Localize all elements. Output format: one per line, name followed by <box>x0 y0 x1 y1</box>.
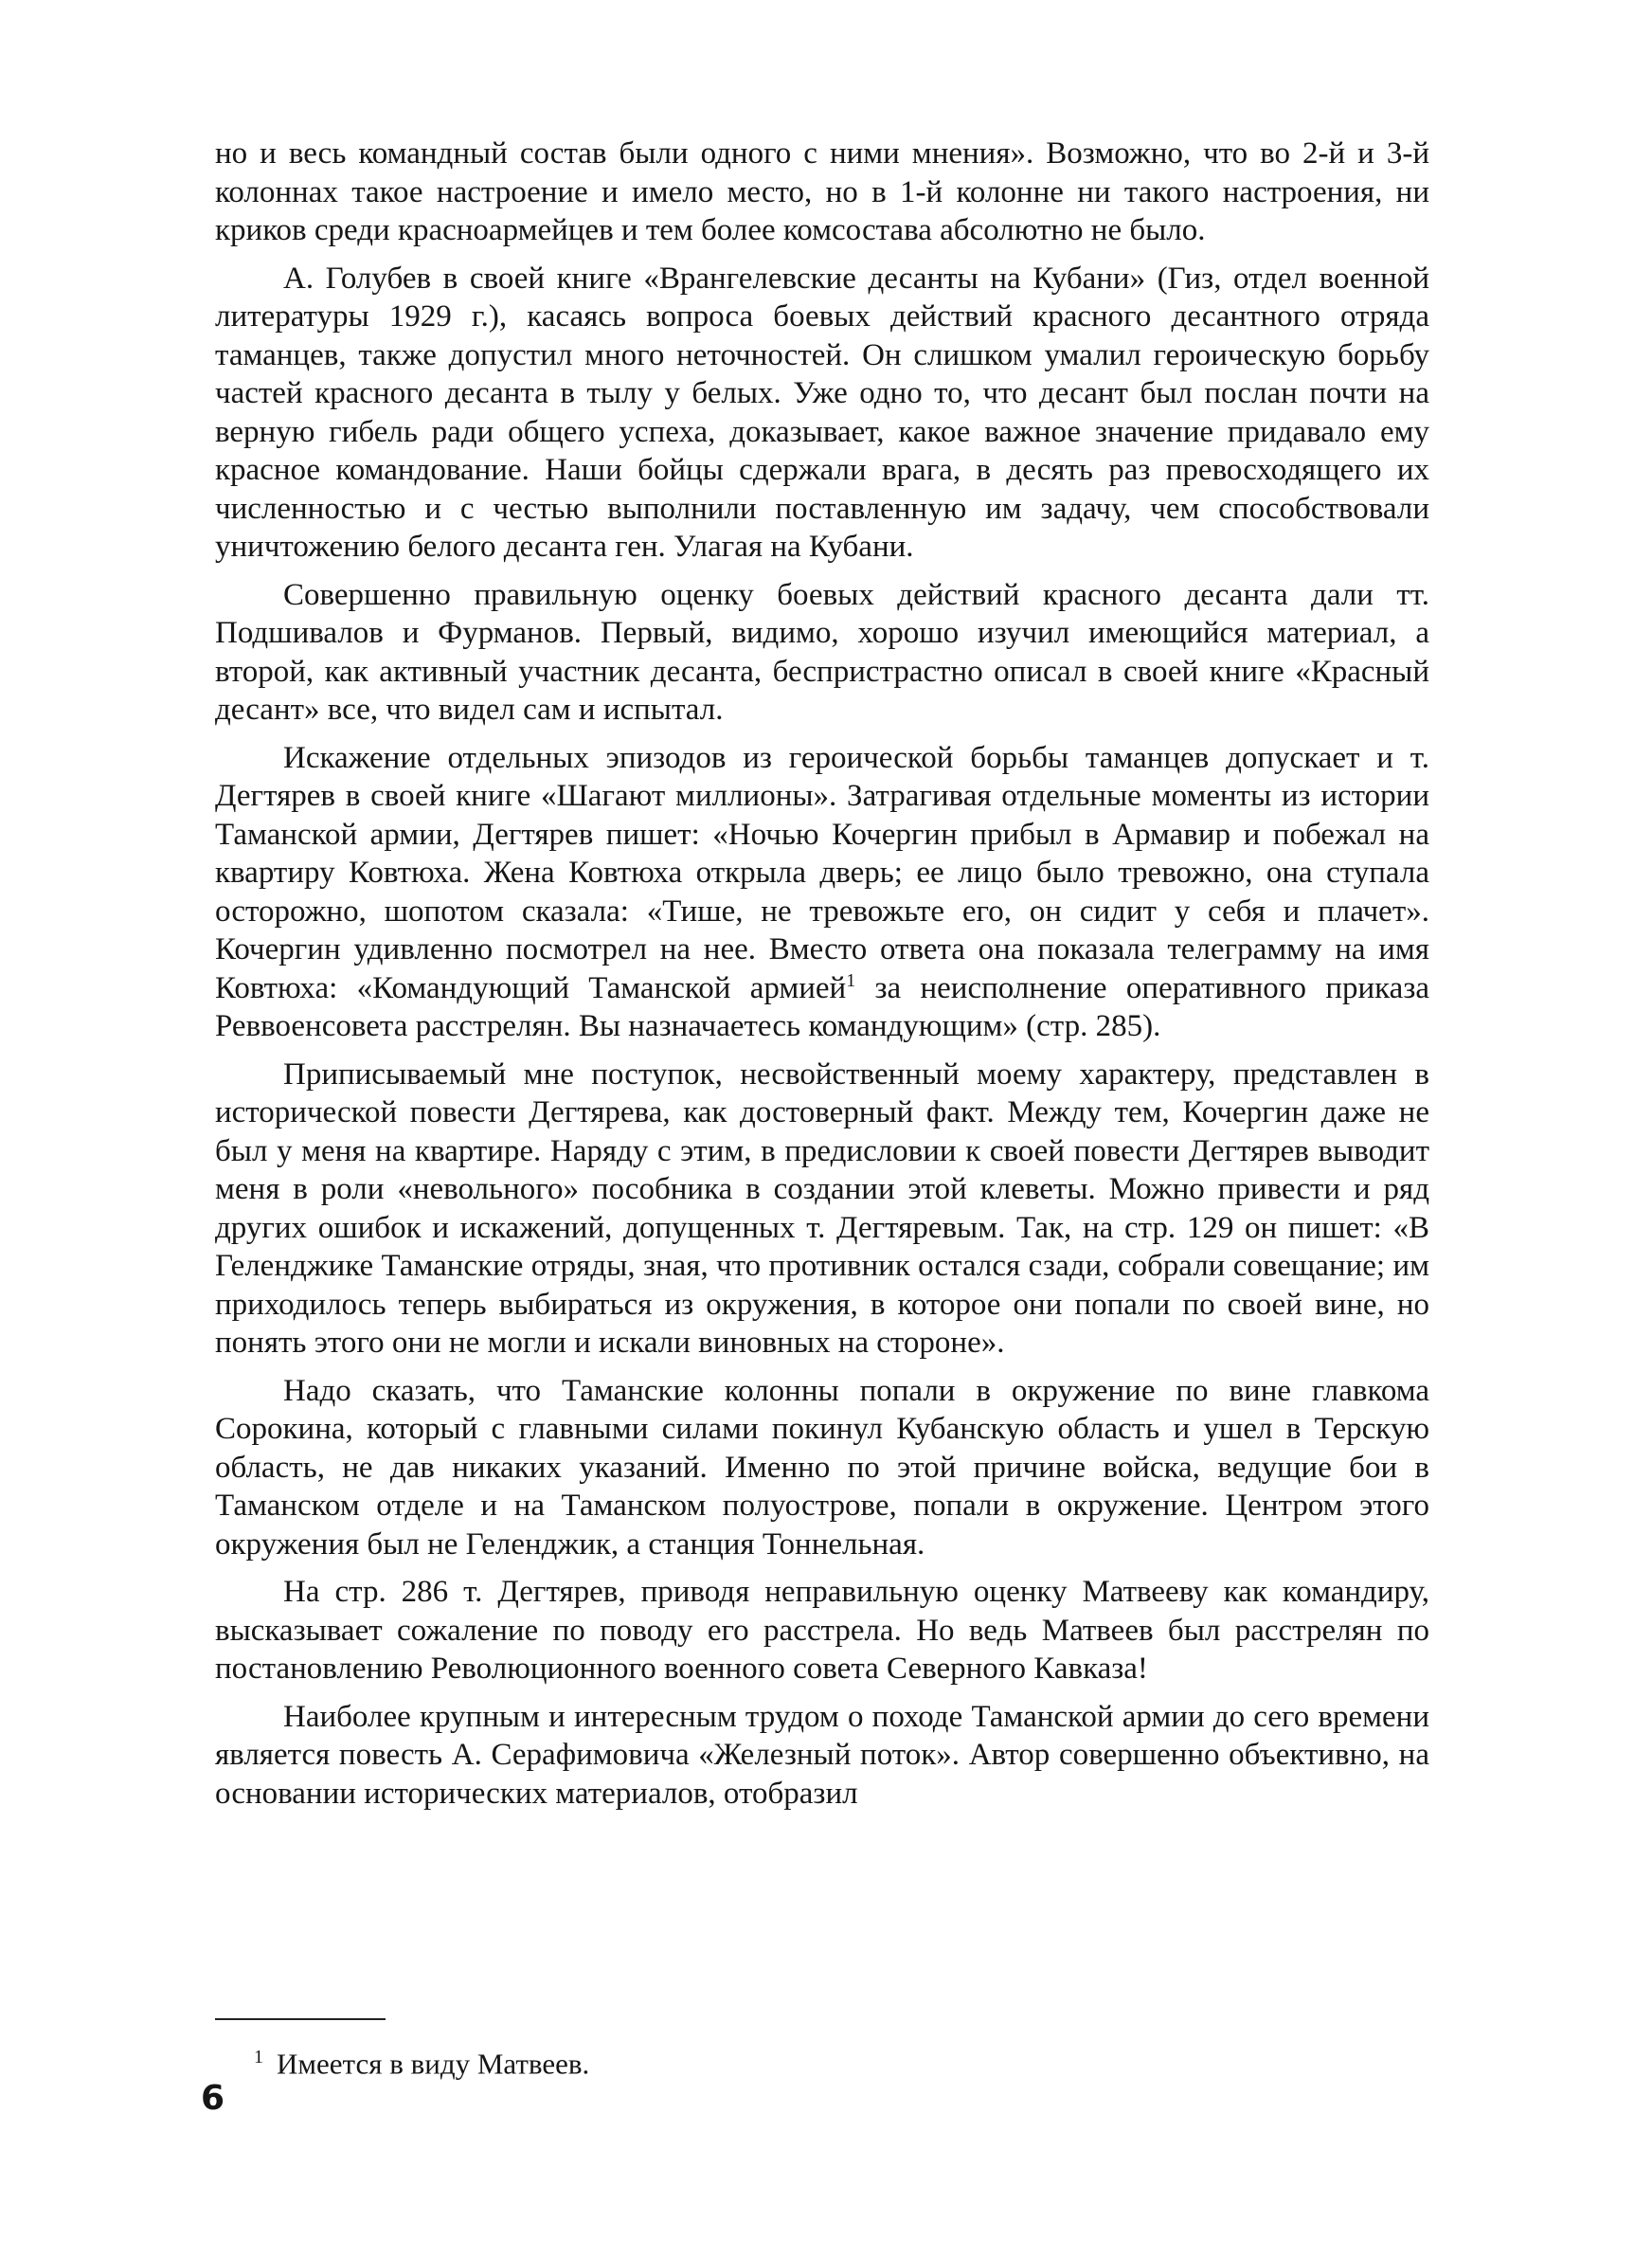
footnote-reference: 1 <box>846 969 856 991</box>
paragraph-3: Совершенно правильную оценку боевых действий красного десанта дали тт. Подшивалов и Фурманов. Первый, видимо, хорошо изучил имеющийся материал, а второй, как активный участник десанта, беспристрастно описал в своей книге «Красный десант» все, что видел сам и испытал. <box>215 577 1429 727</box>
paragraph-7: На стр. 286 т. Дегтярев, приводя неправильную оценку Матвееву как командиру, высказывает сожаление по поводу его расстрела. Но ведь Матвеев был расстрелян по постановлению Революционного военного совета Северного Кавказа! <box>215 1575 1429 1686</box>
page-number: 6 <box>201 2079 225 2118</box>
paragraph-4-continuation: за неисполнение оперативного приказа Реввоенсовета расстрелян. Вы назначаетесь командующим» (стр. 285). <box>215 970 1430 1043</box>
paragraph-1: но и весь командный состав были одного с ними мнения». Возможно, что во 2-й и 3-й колоннах такое настроение и имело место, но в 1-й колонне ни такого настроения, ни криков среди красноармейцев и тем более комсостава абсолютно не было. <box>215 136 1429 247</box>
paragraph-4-text: Искажение отдельных эпизодов из героической борьбы таманцев допускает и т. Дегтярев в своей книге «Шагают миллионы». Затрагивая отдельные моменты из истории Таманской армии, Дегтярев пишет: «Ночью Кочергин прибыл в Армавир и побежал на квартиру Ковтюха. Жена Ковтюха открыла дверь; ее лицо было тревожно, она ступала осторожно, шопотом сказала: «Тише, не тревожьте его, он сидит у себя и плачет». Кочергин удивленно посмотрел на нее. Вместо ответа она показала телеграмму на имя Ковтюха: «Командующий Таманской армией <box>215 740 1429 1005</box>
paragraph-6: Надо сказать, что Таманские колонны попали в окружение по вине главкома Сорокина, который с главными силами покинул Кубанскую область и ушел в Терскую область, не дав никаких указаний. Именно по этой причине войска, ведущие бои в Таманском отделе и на Таманском полуострове, попали в окружение. Центром этого окружения был не Геленджик, а станция Тоннельная. <box>215 1373 1429 1562</box>
paragraph-8: Наиболее крупным и интересным трудом о походе Таманской армии до сего времени является повесть А. Серафимовича «Железный поток». Автор совершенно объективно, на основании исторических материалов, отобразил <box>215 1699 1429 1811</box>
footnote-text: Имеется в виду Матвеев. <box>277 2047 590 2081</box>
footnote-marker: 1 <box>254 2047 263 2067</box>
page-body <box>215 135 1429 1822</box>
paragraph-4 <box>215 739 1429 1046</box>
paragraph-5: Приписываемый мне поступок, несвойственный моему характеру, представлен в исторической повести Дегтярева, как достоверный факт. Между тем, Кочергин даже не был у меня на квартире. Наряду с этим, в предисловии к своей повести Дегтярев выводит меня в роли «невольного» пособника в создании этой клеветы. Можно привести и ряд других ошибок и искажений, допущенных т. Дегтяревым. Так, на стр. 129 он пишет: «В Геленджике Таманские отряды, зная, что противник остался сзади, собрали совещание; им приходилось теперь выбираться из окружения, в которое они попали по своей вине, но понять этого они не могли и искали виновных на стороне». <box>215 1056 1429 1360</box>
footnote <box>254 2039 1391 2082</box>
footnote-divider <box>215 2018 386 2020</box>
paragraph-2: А. Голубев в своей книге «Врангелевские десанты на Кубани» (Гиз, отдел военной литературы 1929 г.), касаясь вопроса боевых действий красного десантного отряда таманцев, также допустил много неточностей. Он слишком умалил героическую борьбу частей красного десанта в тылу у белых. Уже одно то, что десант был послан почти на верную гибель ради общего успеха, доказывает, какое важное значение придавало ему красное командование. Наши бойцы сдержали врага, в десять раз превосходящего их численностью и с честью выполнили поставленную им задачу, чем способствовали уничтожению белого десанта ген. Улагая на Кубани. <box>215 261 1429 564</box>
